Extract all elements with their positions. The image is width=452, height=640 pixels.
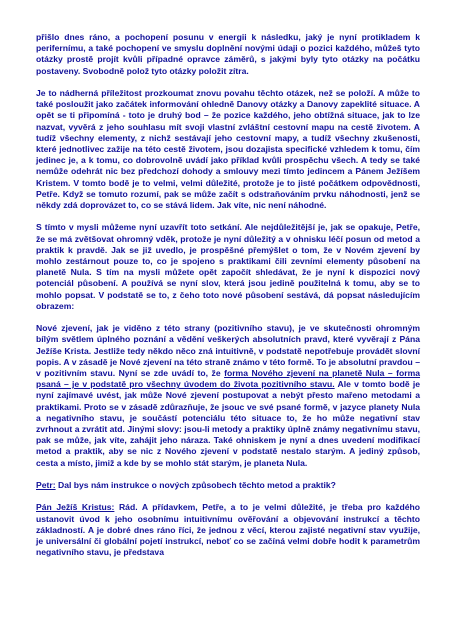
answer-text: Rád. A přídavkem, Petře, a to je velmi důležité, je třeba pro každého ustanovit úvod k jeho osobnímu intuitivnímu ověřování a objevování instrukcí a těchto základností. A je dobré dnes ráno říci, že jednou z věcí, kterou zajisté negativní stav využije, je universální či globální pojetí instrukcí, neboť co se začíná velmi dobře hodit k parametrům negativního stavu, je představa	[36, 502, 421, 558]
paragraph-2: Je to nádherná příležitost prozkoumat znovu povahu těchto otázek, než se položí. A může to také posloužit jako začátek informování ohledně Danovy otázky a Danovy zapeklité situace. A opět se ti připomíná - toto je druhý bod – že pozice každého, jeho obtížná situace, jak to lze nazvat, vyvěrá z jeho souhlasu mít svoji vlastní zvláštní cestovní mapu na cestě životem. A tudíž všechny elementy, z nichž sestávají jeho cestovní mapy, a tudíž všechny zkušenosti, které jednotlivec zažije na této cestě životem, jsou dozajista specifické vzhledem k tomu, čím jedinec je, a k tomu, co dobrovolně uvádí jako příklad kvůli prospěchu všech. A tedy se také nemůže odehrát nic bez předchozí dohody a smlouvy mezi tímto jedincem a Pánem Ježíšem Kristem. V tomto bodě je to velmi, velmi důležité, protože je to jisté počátkem odpovědnosti, Petře. Když se tomuto rozumí, pak se může začít s odstraňováním prvku náhodnosti, jenž se někdy zdá doprovázet to, co se stává lidem. Jak víte, nic není náhodné.	[36, 88, 420, 211]
paragraph-4-part-2: Ale v tomto bodě je nyní zajímavé uvést, jak může Nové zjevení postupovat a nebýt přesto mařeno metodami a praktikami. Proto se v zásadě zdůrazňuje, že jsouc ve své psané formě, v jazyce planety Nula a negativního stavu, je součástí potenciálu této situace to, že ho může negativní stav zvrhnout a zvrátit atd. Jinými slovy: jsou-li metody a praktiky úplně známy negativnímu stavu, pak se může, jak víte, zahájit jeho náraza. Také ohniskem je nyní a dnes uvedení modifikací metod a praktik, aby se nic z Nového zjevení v podstatě nestalo starým. A jediný způsob, cesta a místo, jimiž a kde by se mohlo stát starým, je planeta Nula.	[36, 379, 420, 468]
question-paragraph	[36, 480, 420, 491]
speaker-petr: Petr:	[36, 480, 56, 491]
paragraph-4-underlined: forma Nového zjevení na planetě Nula – forma psaná – je v podstatě pro všechny úvodem do života pozitivního stavu.	[36, 368, 421, 390]
answer-paragraph	[36, 502, 420, 558]
document-page	[36, 32, 420, 570]
paragraph-4-part-1: Nové zjevení, jak je viděno z této strany (pozitivního stavu), je ve skutečnosti ohromným bílým světlem úplného poznání a vědění veškerých absolutních pravd, které vyvěrají z Pána Ježíše Krista. Jestliže tedy někdo něco zná intuitivně, v podstatě nepotřebuje provádět slovní popis. A v zásadě je Nové zjevení na této straně známo v této formě. To je absolutní pravdou – v pozitivním stavu. Nyní se zde uvádí to, že	[36, 323, 420, 379]
paragraph-4	[36, 323, 420, 469]
paragraph-3: S tímto v mysli můžeme nyní uzavřít toto setkání. Ale nejdůležitější je, jak se opakuje, Petře, že se má zvětšovat ohromný vděk, protože je nyní důležitý a v ohnisku léčí posun od metod a praktik k pravdě. Jak se již uvedlo, je prospěšné přemýšlet o tom, že v Novém zjevení by mohlo zestárnout pouze to, co je spojeno s praktikami čili zevními elementy působení na planetě Nula. S tím na mysli můžete opět započít shledávat, že je nyní k dispozici nový potenciál působení. A používá se nyní slov, která jsou jedině použitelná k tomu, aby se to mohlo popsat. V podstatě se to, z čeho toto nové působení sestává, dá popsat následujícím obrazem:	[36, 222, 420, 311]
paragraph-1: přišlo dnes ráno, a pochopení posunu v energii k následku, jaký je nyní protikladem k perifernímu, a také pochopení ve smyslu doplnění novými údaji o pozici každého, můžeš tyto otázky prostě projít kvůli případné opravce záměrů, s jakými byly tyto otázky na počátku postaveny. Svobodně polož tyto otázky položit zítra.	[36, 32, 420, 76]
speaker-jesus: Pán Ježíš Kristus:	[36, 502, 115, 513]
question-text: Dal bys nám instrukce o nových způsobech těchto metod a praktik?	[55, 480, 336, 491]
